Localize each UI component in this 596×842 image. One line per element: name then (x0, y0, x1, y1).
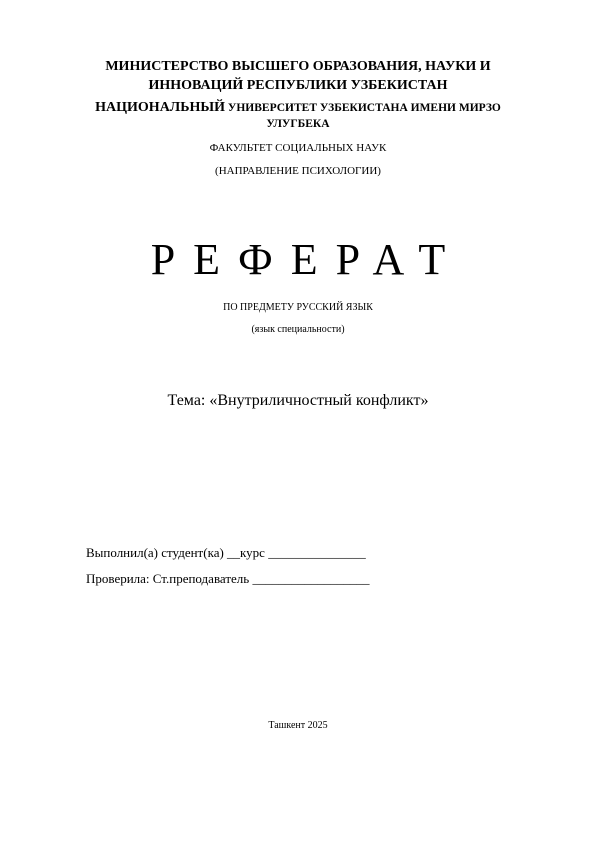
city-year: Ташкент 2025 (268, 720, 328, 731)
university-line-1 (0, 100, 596, 116)
topic-label: Тема: «Внутриличностный конфликт» (167, 392, 429, 409)
ministry-line-2: ИННОВАЦИЙ РЕСПУБЛИКИ УЗБЕКИСТАН (148, 78, 448, 93)
direction-label: (НАПРАВЛЕНИЕ ПСИХОЛОГИИ) (215, 165, 381, 177)
university-line-2: УЛУГБЕКА (266, 118, 330, 130)
document-title: РЕФЕРАТ (150, 235, 464, 284)
ministry-line-1: МИНИСТЕРСТВО ВЫСШЕГО ОБРАЗОВАНИЯ, НАУКИ И (105, 59, 491, 74)
university-lead: НАЦИОНАЛЬНЫЙ (95, 100, 226, 115)
university-rest: УНИВЕРСИТЕТ УЗБЕКИСТАНА ИМЕНИ МИРЗО (225, 102, 501, 114)
faculty-label: ФАКУЛЬТЕТ СОЦИАЛЬНЫХ НАУК (209, 142, 387, 154)
student-signature-line: Выполнил(а) студент(ка) __курс _______________ (86, 545, 366, 560)
teacher-signature-line: Проверила: Ст.преподаватель __________________ (86, 571, 370, 586)
subject-label: ПО ПРЕДМЕТУ РУССКИЙ ЯЗЫК (223, 302, 373, 313)
subject-note: (язык специальности) (251, 324, 345, 335)
